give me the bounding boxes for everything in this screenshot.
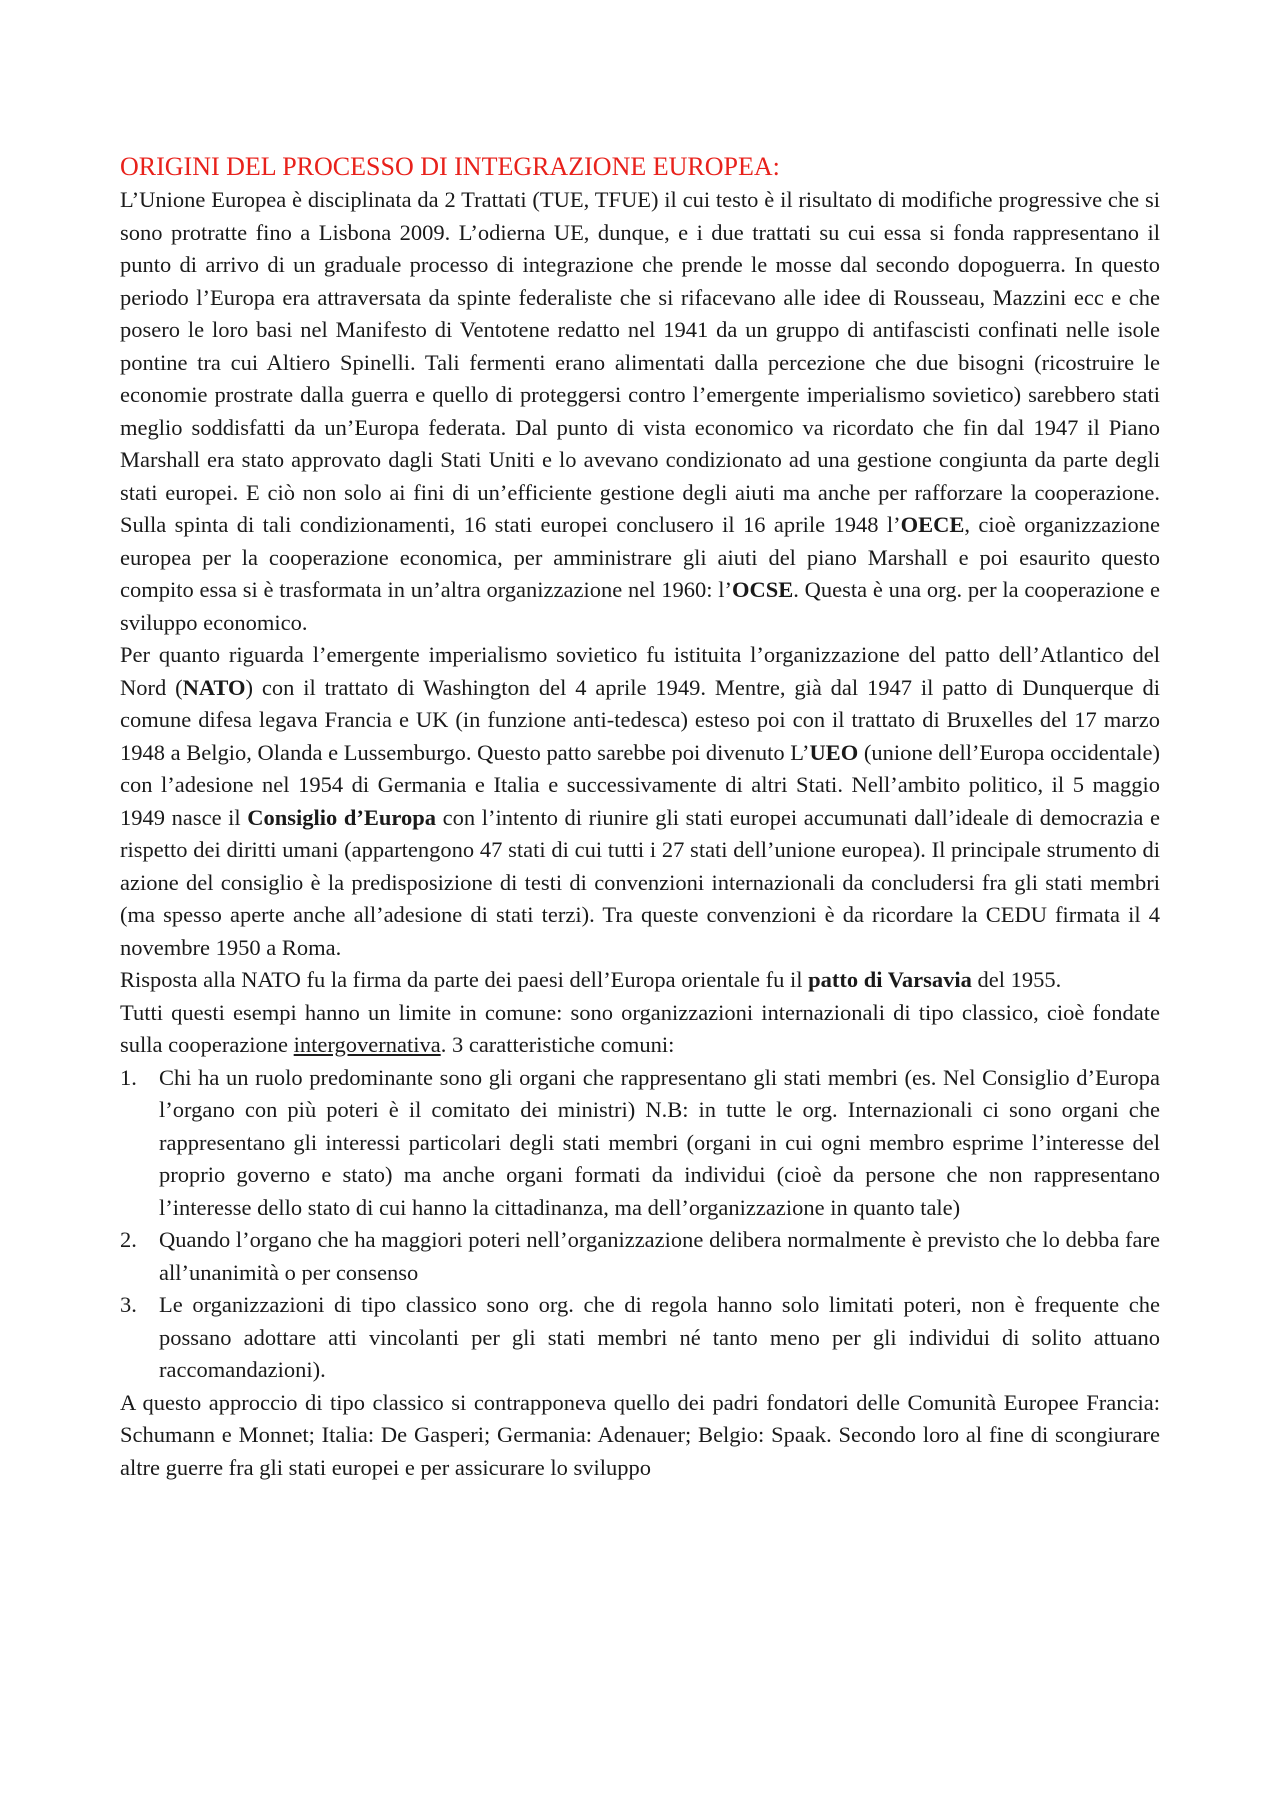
- list-number: 1.: [120, 1064, 137, 1090]
- paragraph-classic-orgs: [120, 997, 1160, 1062]
- list-item: [120, 1062, 1160, 1225]
- list-item: [120, 1224, 1160, 1289]
- list-number: 2.: [120, 1227, 137, 1252]
- text-span: (unione dell’Europa occidentale) con l’adesione nel 1954 di Germania e Italia e successivamente di altri Stati. Nell’ambito politico, il 5 maggio 1949 nasce il: [120, 739, 1160, 830]
- text-span: . Questa è una org. per la cooperazione e sviluppo economico.: [120, 577, 1160, 635]
- list-number: 3.: [120, 1292, 137, 1317]
- text-span: L’Unione Europea è disciplinata da 2 Trattati (TUE, TFUE) il cui testo è il risultato di modifiche progressive che si sono protratte fino a Lisbona 2009. L’odierna UE, dunque, e i due trattati su cui essa si fonda rappresentano il punto di arrivo di un graduale processo di integrazione che prende le mosse dal secondo dopoguerra. In questo periodo l’Europa era attraversata da spinte federaliste che si rifacevano alle idee di Rousseau, Mazzini ecc e che posero le loro basi nel Manifesto di Ventotene redatto nel 1941 da un gruppo di antifascisti confinati nelle isole pontine tra cui Altiero Spinelli. Tali fermenti erano alimentati dalla percezione che due bisogni (ricostruire le economie prostrate dalla guerra e quello di proteggersi contro l’emergente imperialismo sovietico) sarebbero stati meglio soddisfatti da un’Europa federata. Dal punto di vista economico va ricordato che fin dal 1947 il Piano Marshall era stato approvato dagli Stati Uniti e lo avevano condizionato ad una gestione congiunta da parte degli stati europei. E ciò non solo ai fini di un’efficiente gestione degli aiuti ma anche per rafforzare la cooperazione. Sulla spinta di tali condizionamenti, 16 stati europei conclusero il 16 aprile 1948 l’: [120, 187, 1160, 537]
- text-span: Risposta alla NATO fu la firma da parte dei paesi dell’Europa orientale fu il: [120, 967, 809, 992]
- bold-term-consiglio-europa: Consiglio d’Europa: [247, 804, 437, 830]
- bold-term-patto-varsavia: patto di Varsavia: [808, 967, 972, 992]
- list-item: [120, 1289, 1160, 1387]
- bold-term-ocse: OCSE: [731, 577, 794, 602]
- list-item-text: Quando l’organo che ha maggiori poteri nell’organizzazione delibera normalmente è previsto che lo debba fare all’unanimità o per consenso: [159, 1227, 1160, 1285]
- bold-term-nato: NATO: [182, 674, 246, 700]
- text-span: Per quanto riguarda l’emergente imperialismo sovietico fu istituita l’organizzazione del patto dell’Atlantico del Nord (: [120, 642, 1160, 700]
- bold-term-oece: OECE: [900, 512, 965, 537]
- underlined-term-intergovernativa: intergovernativa: [293, 1032, 441, 1057]
- document-page: [120, 150, 1160, 1484]
- paragraph-founding-fathers: A questo approccio di tipo classico si contrapponeva quello dei padri fondatori delle Comunità Europee Francia: Schumann e Monnet; Italia: De Gasperi; Germania: Adenauer; Belgio: Spaak. Secondo loro al fine di scongiurare altre guerre fra gli stati europei e per assicurare lo sviluppo: [120, 1389, 1160, 1480]
- text-span: ) con il trattato di Washington del 4 aprile 1949. Mentre, già dal 1947 il patto di Dunquerque di comune difesa legava Francia e UK (in funzione anti-tedesca) esteso poi con il trattato di Bruxelles del 17 marzo 1948 a Belgio, Olanda e Lussemburgo. Questo patto sarebbe poi divenuto L’: [120, 674, 1161, 765]
- bold-term-ueo: UEO: [809, 739, 859, 765]
- characteristics-list: [120, 1062, 1160, 1387]
- paragraph-origins: [120, 184, 1160, 639]
- list-item-text: Chi ha un ruolo predominante sono gli organi che rappresentano gli stati membri (es. Nel Consiglio d’Europa l’organo con più poteri è il comitato dei ministri) N.B: in tutte le org. Internazionali ci sono organi che rappresentano gli interessi particolari degli stati membri (organi in cui ogni membro esprime l’interesse del proprio governo e stato) ma anche organi formati da individui (cioè da persone che non rappresentano l’interesse dello stato di cui hanno la cittadinanza, ma dell’organizzazione in quanto tale): [159, 1064, 1160, 1220]
- document-title: ORIGINI DEL PROCESSO DI INTEGRAZIONE EUROPEA:: [120, 152, 780, 181]
- list-item-text: Le organizzazioni di tipo classico sono org. che di regola hanno solo limitati poteri, non è frequente che possano adottare atti vincolanti per gli stati membri né tanto meno per gli individui di solito attuano raccomandazioni).: [159, 1292, 1160, 1382]
- paragraph-nato: [120, 639, 1160, 964]
- text-span: . 3 caratteristiche comuni:: [440, 1032, 675, 1057]
- text-span: con l’intento di riunire gli stati europei accumunati dall’ideale di democrazia e rispetto dei diritti umani (appartengono 47 stati di cui tutti i 27 stati dell’unione europea). Il principale strumento di azione del consiglio è la predisposizione di testi di convenzioni internazionali da concludersi fra gli stati membri (ma spesso aperte anche all’adesione di stati terzi). Tra queste convenzioni è da ricordare la CEDU firmata il 4 novembre 1950 a Roma.: [120, 804, 1160, 960]
- paragraph-varsavia: [120, 964, 1160, 997]
- text-span: , cioè organizzazione europea per la cooperazione economica, per amministrare gli aiuti del piano Marshall e poi esaurito questo compito essa si è trasformata in un’altra organizzazione nel 1960: l’: [120, 512, 1160, 602]
- text-span: Tutti questi esempi hanno un limite in comune: sono organizzazioni internazionali di tipo classico, cioè fondate sulla cooperazione: [120, 999, 1160, 1057]
- text-span: del 1955.: [971, 967, 1062, 992]
